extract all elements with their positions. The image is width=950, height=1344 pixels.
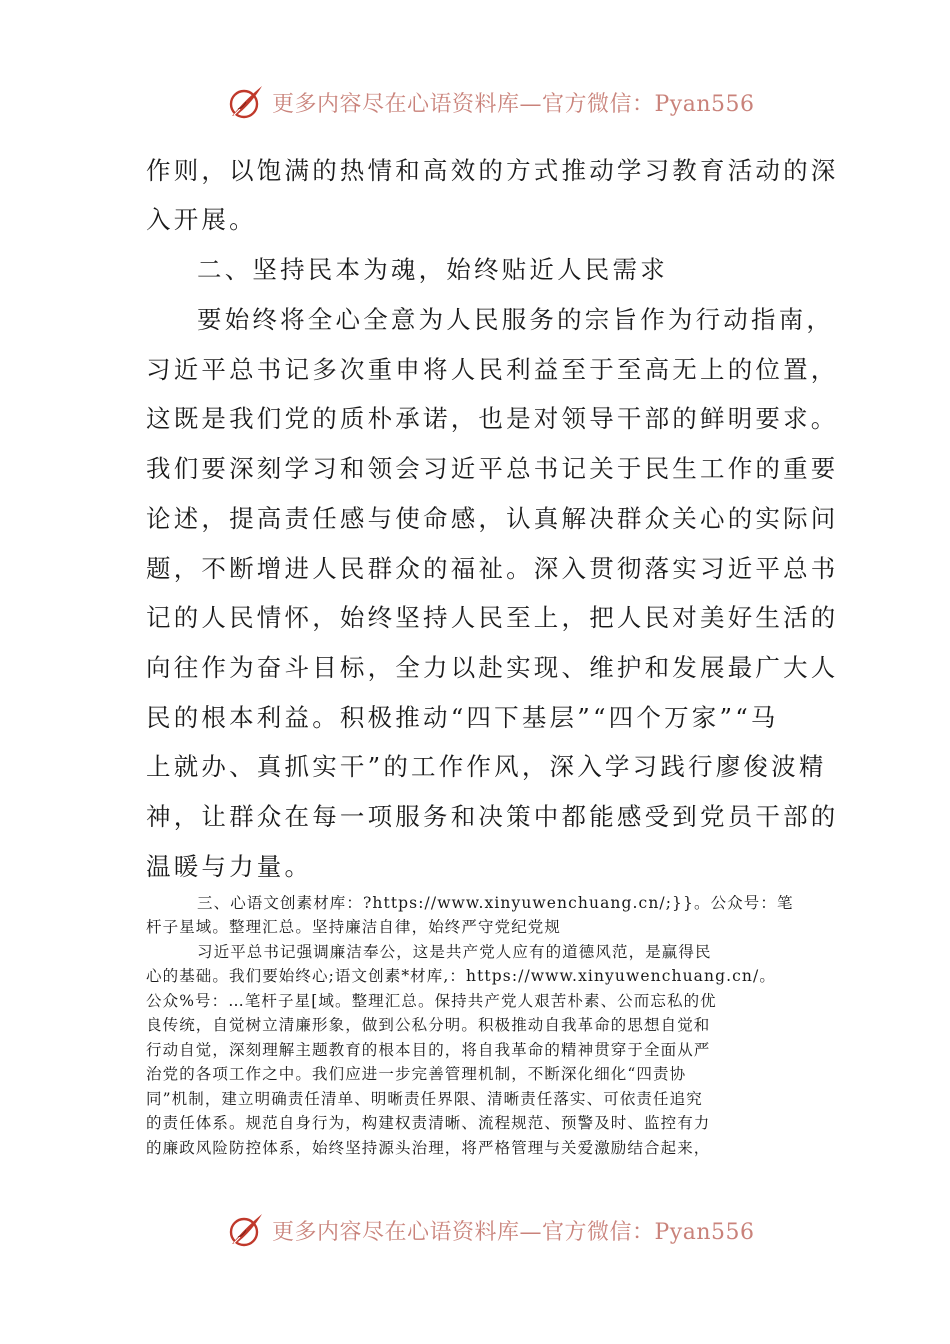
quill-logo-icon — [226, 82, 266, 122]
paragraph-line-small: 三、心语文创素材库：?https://www.xinyuwenchuang.cn/;}}。公众号：笔 — [197, 894, 794, 912]
paragraph-line-small: 行动自觉，深刻理解主题教育的根本目的，将自我革命的精神贯穿于全面从严 — [146, 1041, 711, 1059]
paragraph-line-small: 的责任体系。规范自身行为，构建权责清晰、流程规范、预警及时、监控有力 — [146, 1114, 711, 1132]
paragraph-line: 这既是我们党的质朴承诺，也是对领导干部的鲜明要求。 — [146, 404, 839, 433]
paragraph-line: 习近平总书记多次重申将人民利益至于至高无上的位置， — [146, 355, 839, 384]
paragraph-line: 向往作为奋斗目标，全力以赴实现、维护和发展最广大人 — [146, 653, 839, 682]
paragraph-line: 我们要深刻学习和领会习近平总书记关于民生工作的重要 — [146, 454, 839, 483]
paragraph-line: 作则，以饱满的热情和高效的方式推动学习教育活动的深 — [146, 156, 839, 185]
paragraph-line: 民的根本利益。积极推动“四下基层”“四个万家”“马 — [146, 703, 779, 732]
paragraph-line-small: 心的基础。我们要始终心;语文创素*材库,：https://www.xinyuwenchuang.cn/。 — [146, 967, 776, 985]
section-heading: 二、坚持民本为魂，始终贴近人民需求 — [197, 255, 668, 284]
paragraph-line: 要始终将全心全意为人民服务的宗旨作为行动指南， — [197, 305, 835, 334]
watermark-text: 更多内容尽在心语资料库—官方微信：Pyan556 — [272, 91, 755, 117]
paragraph-line-small: 杆子星域。整理汇总。坚持廉洁自律，始终严守党纪党规 — [146, 918, 562, 936]
paragraph-line-small: 治党的各项工作之中。我们应进一步完善管理机制，不断深化细化“四责协 — [146, 1065, 687, 1083]
paragraph-line-small: 习近平总书记强调廉洁奉公，这是共产党人应有的道德风范，是赢得民 — [197, 943, 712, 961]
paragraph-line: 上就办、真抓实干”的工作作风，深入学习践行廖俊波精 — [146, 752, 827, 781]
paragraph-line: 入开展。 — [146, 205, 257, 234]
paragraph-line: 温暖与力量。 — [146, 852, 313, 881]
paragraph-line: 题，不断增进人民群众的福祉。深入贯彻落实习近平总书 — [146, 554, 839, 583]
paragraph-line: 记的人民情怀，始终坚持人民至上，把人民对美好生活的 — [146, 603, 839, 632]
watermark-banner-top — [226, 80, 755, 124]
paragraph-line-small: 公众%号：…笔杆子星[域。整理汇总。保持共产党人艰苦朴素、公而忘私的优 — [146, 992, 717, 1010]
paragraph-line-small: 良传统，自觉树立清廉形象，做到公私分明。积极推动自我革命的思想自觉和 — [146, 1016, 711, 1034]
quill-logo-icon — [226, 1210, 266, 1250]
paragraph-line-small: 的廉政风险防控体系，始终坚持源头治理，将严格管理与关爱激励结合起来， — [146, 1139, 711, 1157]
watermark-text: 更多内容尽在心语资料库—官方微信：Pyan556 — [272, 1219, 755, 1245]
paragraph-line-small: 同”机制，建立明确责任清单、明晰责任界限、清晰责任落实、可依责任追究 — [146, 1090, 703, 1108]
paragraph-line: 论述，提高责任感与使命感，认真解决群众关心的实际问 — [146, 504, 839, 533]
watermark-banner-bottom — [226, 1208, 755, 1252]
paragraph-line: 神，让群众在每一项服务和决策中都能感受到党员干部的 — [146, 802, 839, 831]
